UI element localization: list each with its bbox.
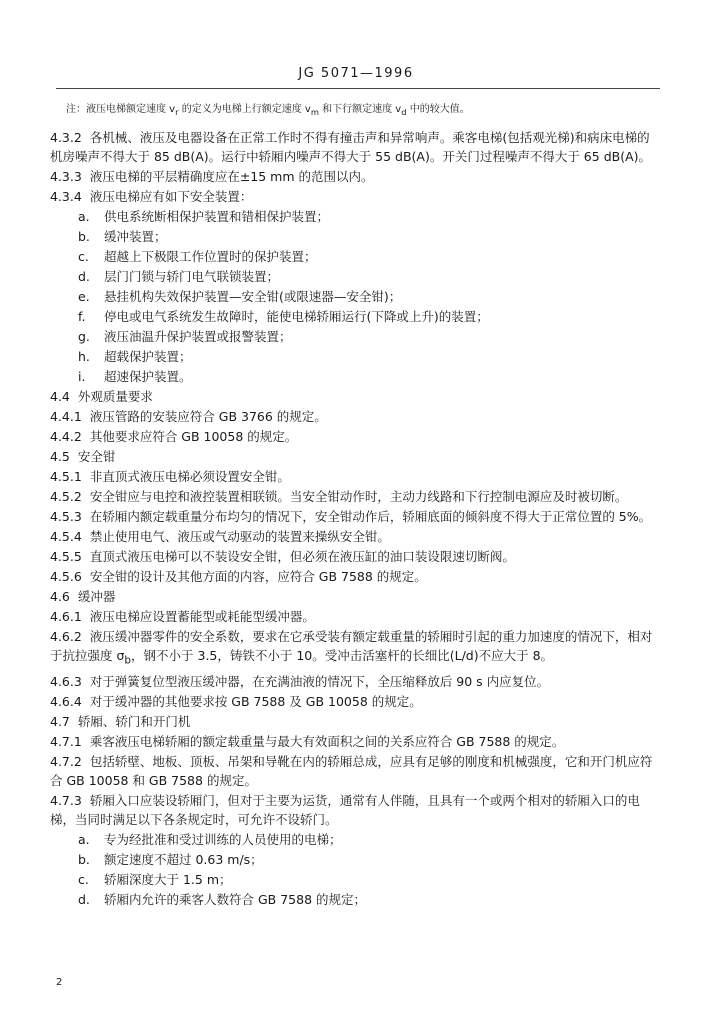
clause-text: 外观质量要求 bbox=[77, 389, 153, 404]
clause-list bbox=[50, 128, 662, 909]
clause-paragraph bbox=[50, 487, 662, 506]
clause-number: 4.6.3 bbox=[50, 673, 82, 689]
list-item-text: 超速保护装置。 bbox=[104, 369, 192, 384]
clause-number: 4.6 bbox=[50, 589, 70, 604]
list-item-letter: i. bbox=[78, 369, 86, 384]
clause-paragraph bbox=[50, 427, 662, 446]
clause-paragraph bbox=[50, 752, 662, 790]
clause-text: 液压电梯的平层精确度应在±15 mm 的范围以内。 bbox=[89, 169, 374, 184]
clause-text: 直顶式液压电梯可以不装设安全钳，但必须在液压缸的油口装设限速切断阀。 bbox=[89, 549, 515, 564]
clause-number: 4.5.4 bbox=[50, 529, 82, 544]
list-item bbox=[50, 307, 662, 326]
clause-text: 缓冲器 bbox=[77, 589, 116, 604]
clause-text: 各机械、液压及电器设备在正常工作时不得有撞击声和异常响声。乘客电梯(包括观光梯)和病床电梯的机房噪声不得大于 85 dB(A)。运行中轿厢内噪声不得大于 55 dB(A)。开关门过程噪声不得大于 65 dB(A)。 bbox=[50, 130, 652, 164]
list-item-letter: f. bbox=[78, 309, 86, 324]
list-item-letter: a. bbox=[78, 209, 90, 224]
section-heading bbox=[50, 712, 662, 731]
clause-paragraph bbox=[50, 547, 662, 566]
list-item-text: 悬挂机构失效保护装置—安全钳(或限速器—安全钳)； bbox=[104, 289, 402, 304]
clause-number: 4.6.2 bbox=[50, 629, 82, 644]
clause-number: 4.5.6 bbox=[50, 569, 82, 584]
list-item-text: 液压油温升保护装置或报警装置； bbox=[104, 329, 292, 344]
list-item-text: 轿厢深度大于 1.5 m； bbox=[104, 871, 232, 887]
clause-number: 4.7 bbox=[50, 713, 70, 729]
page-number: 2 bbox=[56, 977, 63, 988]
clause-number: 4.3.3 bbox=[50, 169, 82, 184]
clause-text: 在轿厢内额定载重量分布均匀的情况下，安全钳动作后，轿厢底面的倾斜度不得大于正常位置的 5%。 bbox=[89, 509, 652, 524]
list-item-text: 额定速度不超过 0.63 m/s； bbox=[104, 851, 263, 867]
clause-number: 4.5.5 bbox=[50, 549, 82, 564]
clause-text: 轿厢、轿门和开门机 bbox=[77, 713, 191, 729]
clause-paragraph bbox=[50, 467, 662, 486]
list-item bbox=[50, 227, 662, 246]
list-item-text: 超越上下极限工作位置时的保护装置； bbox=[104, 249, 317, 264]
header-rule bbox=[56, 88, 660, 89]
section-heading bbox=[50, 387, 662, 406]
clause-text: 安全钳 bbox=[77, 449, 116, 464]
list-item bbox=[50, 267, 662, 286]
list-item bbox=[50, 890, 662, 909]
list-item-letter: d. bbox=[78, 269, 90, 284]
clause-text: 液压电梯应有如下安全装置： bbox=[89, 189, 253, 204]
clause-number: 4.5 bbox=[50, 449, 70, 464]
clause-paragraph bbox=[50, 732, 662, 751]
clause-number: 4.4 bbox=[50, 389, 70, 404]
list-item-letter: b. bbox=[78, 229, 90, 244]
clause-paragraph bbox=[50, 527, 662, 546]
list-item-text: 层门门锁与轿门电气联锁装置； bbox=[104, 269, 280, 284]
clause-paragraph bbox=[50, 567, 662, 586]
clause-paragraph bbox=[50, 167, 662, 186]
clause-text: 安全钳应与电控和液控装置相联锁。当安全钳动作时，主动力线路和下行控制电源应及时被切断。 bbox=[89, 489, 628, 504]
clause-text: 安全钳的设计及其他方面的内容，应符合 GB 7588 的规定。 bbox=[89, 569, 427, 584]
clause-text: 对于缓冲器的其他要求按 GB 7588 及 GB 10058 的规定。 bbox=[89, 693, 422, 709]
clause-number: 4.6.4 bbox=[50, 693, 82, 709]
list-item bbox=[50, 830, 662, 849]
list-item bbox=[50, 367, 662, 386]
standard-code-header: JG 5071—1996 bbox=[298, 66, 414, 81]
note-text: 注：液压电梯额定速度 $v_r$ 的定义为电梯上行额定速度 $v_m$ 和下行额定速度 $v_d$ 中的较大值。 bbox=[66, 104, 470, 117]
clause-text: 乘客液压电梯轿厢的额定载重量与最大有效面积之间的关系应符合 GB 7588 的规定。 bbox=[89, 733, 565, 749]
list-item-letter: b. bbox=[78, 851, 90, 867]
clause-text: 液压管路的安装应符合 GB 3766 的规定。 bbox=[89, 409, 327, 424]
clause-text: 禁止使用电气、液压或气动驱动的装置来操纵安全钳。 bbox=[89, 529, 390, 544]
list-item bbox=[50, 287, 662, 306]
clause-paragraph bbox=[50, 507, 662, 526]
clause-number: 4.4.1 bbox=[50, 409, 82, 424]
clause-number: 4.3.4 bbox=[50, 189, 82, 204]
list-item-letter: a. bbox=[78, 831, 90, 847]
list-item-letter: d. bbox=[78, 891, 90, 907]
list-item-text: 停电或电气系统发生故障时，能使电梯轿厢运行(下降或上升)的装置； bbox=[104, 309, 489, 324]
list-item-text: 缓冲装置； bbox=[104, 229, 167, 244]
clause-paragraph bbox=[50, 607, 662, 626]
section-heading bbox=[50, 447, 662, 466]
clause-paragraph bbox=[50, 672, 662, 691]
list-item-text: 轿厢内允许的乘客人数符合 GB 7588 的规定； bbox=[104, 891, 366, 907]
clause-number: 4.5.1 bbox=[50, 469, 82, 484]
clause-text: 包括轿壁、地板、顶板、吊架和导靴在内的轿厢总成，应具有足够的刚度和机械强度，它和开门机应符合 GB 10058 和 GB 7588 的规定。 bbox=[50, 753, 653, 788]
clause-text: 轿厢入口应装设轿厢门，但对于主要为运货，通常有人伴随，且具有一个或两个相对的轿厢入口的电梯，当同时满足以下各条规定时，可允许不设轿门。 bbox=[50, 792, 640, 827]
clause-number: 4.6.1 bbox=[50, 609, 82, 624]
clause-text: 液压电梯应设置蓄能型或耗能型缓冲器。 bbox=[89, 609, 315, 624]
list-item-letter: e. bbox=[78, 289, 90, 304]
list-item bbox=[50, 347, 662, 366]
list-item-letter: g. bbox=[78, 329, 90, 344]
clause-text: 液压缓冲器零件的安全系数，要求在它承受装有额定载重量的轿厢时引起的重力加速度的情况下，相对于抗拉强度 $\sigma_b$，钢不小于 3.5，铸铁不小于 10。受冲击活塞杆的长细比(L/d)不应大于 8。 bbox=[50, 629, 653, 667]
list-item-text: 超载保护装置； bbox=[104, 349, 192, 364]
clause-paragraph bbox=[50, 128, 662, 166]
list-item-text: 专为经批准和受过训练的人员使用的电梯； bbox=[104, 831, 342, 847]
clause-paragraph bbox=[50, 627, 662, 671]
section-heading bbox=[50, 587, 662, 606]
document-body bbox=[50, 102, 662, 910]
clause-number: 4.4.2 bbox=[50, 429, 82, 444]
list-item bbox=[50, 850, 662, 869]
list-item bbox=[50, 870, 662, 889]
clause-number: 4.7.1 bbox=[50, 733, 82, 749]
list-item bbox=[50, 247, 662, 266]
clause-number: 4.5.2 bbox=[50, 489, 82, 504]
clause-text: 其他要求应符合 GB 10058 的规定。 bbox=[89, 429, 298, 444]
list-item bbox=[50, 207, 662, 226]
list-item-letter: h. bbox=[78, 349, 90, 364]
list-item bbox=[50, 327, 662, 346]
clause-paragraph bbox=[50, 791, 662, 829]
clause-text: 对于弹簧复位型液压缓冲器，在充满油液的情况下，全压缩释放后 90 s 内应复位。 bbox=[89, 673, 550, 689]
clause-number: 4.7.2 bbox=[50, 753, 82, 769]
clause-number: 4.7.3 bbox=[50, 792, 82, 808]
list-item-letter: c. bbox=[78, 871, 89, 887]
list-item-letter: c. bbox=[78, 249, 89, 264]
clause-number: 4.5.3 bbox=[50, 509, 82, 524]
clause-text: 非直顶式液压电梯必须设置安全钳。 bbox=[89, 469, 290, 484]
list-item-text: 供电系统断相保护装置和错相保护装置； bbox=[104, 209, 330, 224]
clause-paragraph bbox=[50, 187, 662, 206]
clause-paragraph bbox=[50, 692, 662, 711]
clause-number: 4.3.2 bbox=[50, 130, 82, 145]
clause-paragraph bbox=[50, 407, 662, 426]
